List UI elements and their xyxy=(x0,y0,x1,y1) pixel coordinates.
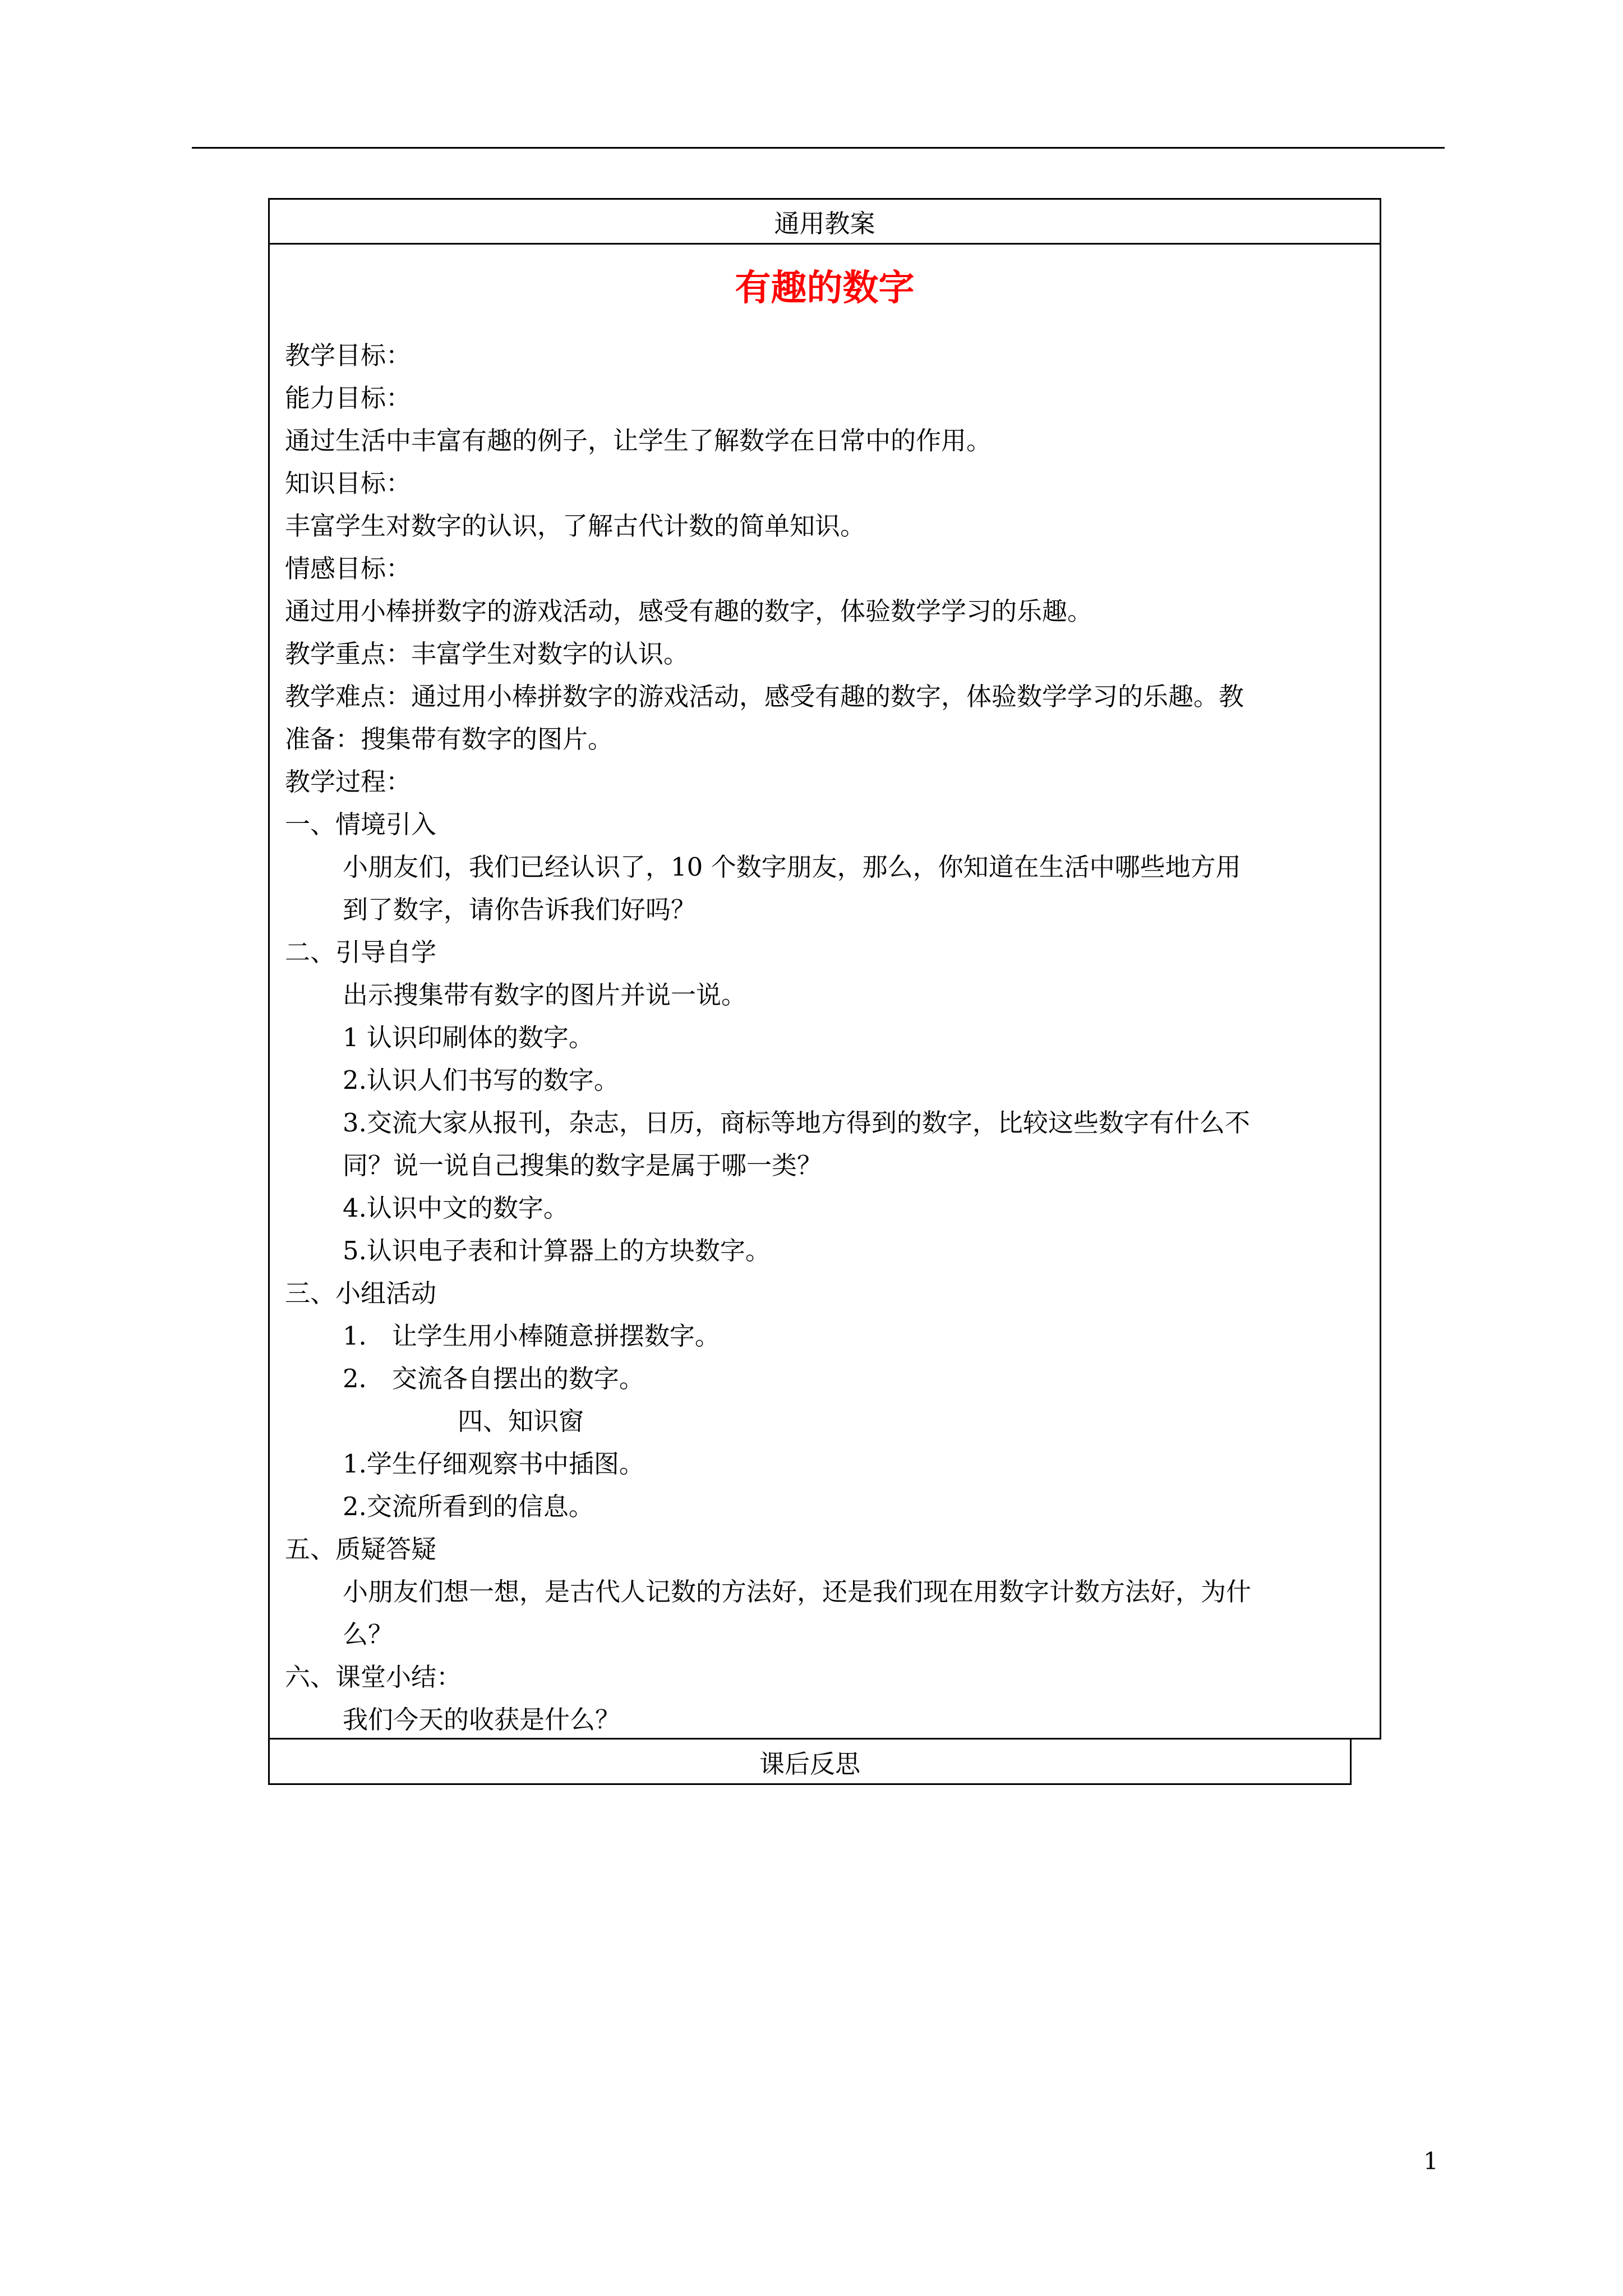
text-line: 同？说一说自己搜集的数字是属于哪一类？ xyxy=(343,1151,823,1180)
text-line: 丰富学生对数字的认识，了解古代计数的简单知识。 xyxy=(285,511,866,541)
section-heading: 三、小组活动 xyxy=(285,1278,437,1308)
text-line: 能力目标： xyxy=(285,383,412,413)
text-line: 通过生活中丰富有趣的例子，让学生了解数学在日常中的作用。 xyxy=(285,426,992,455)
text-line: 教学目标： xyxy=(285,341,412,370)
section-heading: 四、知识窗 xyxy=(458,1406,584,1436)
lesson-plan-table xyxy=(268,198,1381,1740)
section-heading: 六、课堂小结： xyxy=(285,1662,462,1692)
text-line: 2． 交流各自摆出的数字。 xyxy=(343,1364,644,1393)
text-line: 1 认识印刷体的数字。 xyxy=(343,1023,594,1052)
text-line: 3.交流大家从报刊，杂志，日历，商标等地方得到的数字，比较这些数字有什么不 xyxy=(343,1108,1250,1138)
text-line: 教学过程： xyxy=(285,767,412,797)
text-line: 2.认识人们书写的数字。 xyxy=(343,1065,619,1095)
top-rule xyxy=(192,147,1445,149)
text-line: 通过用小棒拼数字的游戏活动，感受有趣的数字，体验数学学习的乐趣。 xyxy=(285,596,1093,626)
text-line: 1.学生仔细观察书中插图。 xyxy=(343,1449,644,1479)
text-line: 到了数字，请你告诉我们好吗？ xyxy=(343,895,697,924)
text-line: 小朋友们，我们已经认识了，10 个数字朋友，那么，你知道在生活中哪些地方用 xyxy=(343,852,1241,882)
text-line: 准备：搜集带有数字的图片。 xyxy=(285,724,614,754)
section-heading: 五、质疑答疑 xyxy=(285,1534,437,1564)
text-line: 小朋友们想一想，是古代人记数的方法好，还是我们现在用数字计数方法好，为什 xyxy=(343,1577,1252,1607)
section-heading: 二、引导自学 xyxy=(285,937,437,967)
text-line: 么？ xyxy=(343,1619,394,1649)
text-line: 1． 让学生用小棒随意拼摆数字。 xyxy=(343,1321,720,1351)
text-line: 4.认识中文的数字。 xyxy=(343,1193,569,1223)
table-header-cell: 通用教案 xyxy=(270,200,1380,245)
page-number: 1 xyxy=(1423,2147,1438,2175)
reflection-row: 课后反思 xyxy=(268,1738,1352,1785)
text-line: 2.交流所看到的信息。 xyxy=(343,1492,594,1521)
lesson-title: 有趣的数字 xyxy=(735,267,915,309)
text-line: 情感目标： xyxy=(285,554,412,583)
text-line: 知识目标： xyxy=(285,468,412,498)
text-line: 我们今天的收获是什么？ xyxy=(343,1705,621,1734)
text-line: 5.认识电子表和计算器上的方块数字。 xyxy=(343,1236,771,1266)
text-line: 教学重点：丰富学生对数字的认识。 xyxy=(285,639,689,669)
text-line: 出示搜集带有数字的图片并说一说。 xyxy=(343,980,747,1010)
text-line: 教学难点：通过用小棒拼数字的游戏活动，感受有趣的数字，体验数学学习的乐趣。教 xyxy=(285,682,1244,711)
section-heading: 一、情境引入 xyxy=(285,809,437,839)
